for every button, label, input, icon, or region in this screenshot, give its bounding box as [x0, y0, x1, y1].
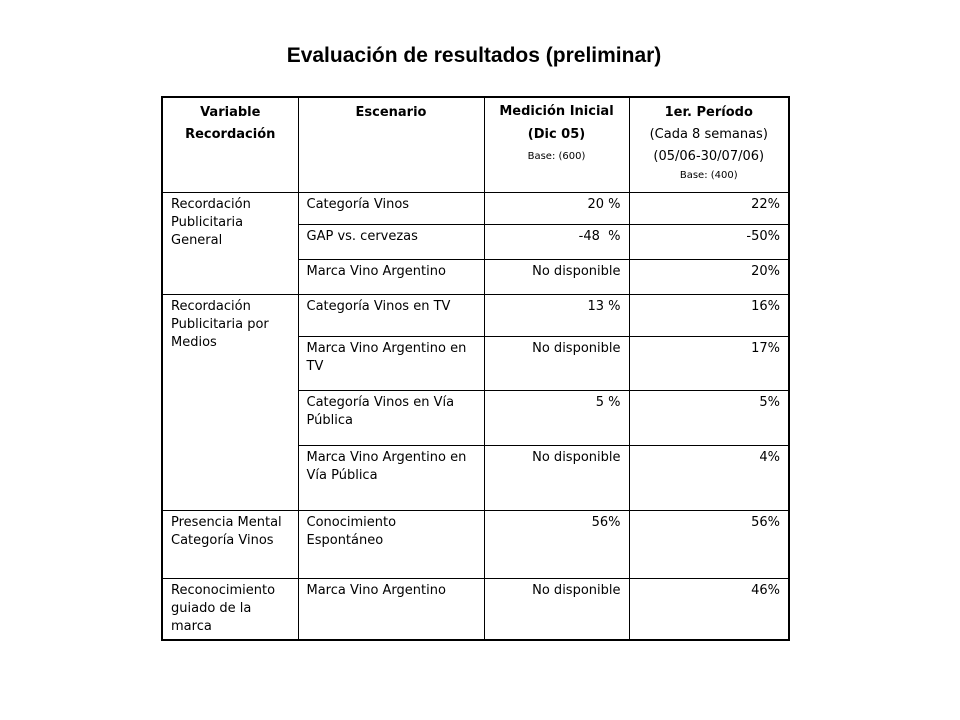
header-variable-line1: Variable — [200, 105, 261, 120]
variable-cell: Recordación Publicitaria por Medios — [162, 294, 298, 510]
periodo-cell: -50% — [629, 224, 789, 259]
header-escenario-label: Escenario — [355, 105, 427, 120]
escenario-cell: Marca Vino Argentino en Vía Pública — [298, 445, 484, 510]
periodo-cell: 56% — [629, 510, 789, 578]
periodo-cell: 4% — [629, 445, 789, 510]
inicial-cell: No disponible — [484, 336, 629, 390]
header-medicion-sub: (Dic 05) — [527, 127, 586, 142]
inicial-cell: No disponible — [484, 259, 629, 294]
header-medicion-title: Medición Inicial — [499, 104, 614, 119]
escenario-cell: Categoría Vinos en Vía Pública — [298, 390, 484, 445]
inicial-cell: 13 % — [484, 294, 629, 336]
periodo-cell: 16% — [629, 294, 789, 336]
escenario-cell: Categoría Vinos — [298, 192, 484, 224]
table-header-row — [162, 97, 789, 192]
escenario-cell: Conocimiento Espontáneo — [298, 510, 484, 578]
inicial-cell: -48 % — [484, 224, 629, 259]
escenario-cell: Marca Vino Argentino en TV — [298, 336, 484, 390]
header-medicion-inicial — [484, 97, 629, 192]
page-title: Evaluación de resultados (preliminar) — [286, 44, 662, 67]
results-table — [161, 96, 790, 641]
variable-cell: Presencia Mental Categoría Vinos — [162, 510, 298, 578]
header-medicion-base: Base: (600) — [527, 151, 586, 162]
escenario-cell: Categoría Vinos en TV — [298, 294, 484, 336]
header-periodo-title: 1er. Período — [664, 105, 753, 120]
inicial-cell: 20 % — [484, 192, 629, 224]
variable-cell: Recordación Publicitaria General — [162, 192, 298, 294]
inicial-cell: 5 % — [484, 390, 629, 445]
inicial-cell: 56% — [484, 510, 629, 578]
escenario-cell: Marca Vino Argentino — [298, 259, 484, 294]
periodo-cell: 20% — [629, 259, 789, 294]
inicial-cell: No disponible — [484, 578, 629, 640]
periodo-cell: 22% — [629, 192, 789, 224]
header-periodo-base: Base: (400) — [679, 170, 738, 181]
periodo-cell: 46% — [629, 578, 789, 640]
table-row — [162, 192, 789, 224]
escenario-cell: GAP vs. cervezas — [298, 224, 484, 259]
inicial-cell: No disponible — [484, 445, 629, 510]
periodo-cell: 5% — [629, 390, 789, 445]
header-variable — [162, 97, 298, 192]
variable-cell: Reconocimiento guiado de la marca — [162, 578, 298, 640]
periodo-cell: 17% — [629, 336, 789, 390]
header-variable-line2: Recordación — [185, 127, 276, 142]
table-row — [162, 578, 789, 640]
table-row — [162, 294, 789, 336]
header-periodo-line1: (Cada 8 semanas) — [649, 127, 768, 142]
escenario-cell: Marca Vino Argentino — [298, 578, 484, 640]
header-periodo-line2: (05/06-30/07/06) — [653, 149, 765, 164]
header-escenario — [298, 97, 484, 192]
header-periodo — [629, 97, 789, 192]
table-row — [162, 510, 789, 578]
